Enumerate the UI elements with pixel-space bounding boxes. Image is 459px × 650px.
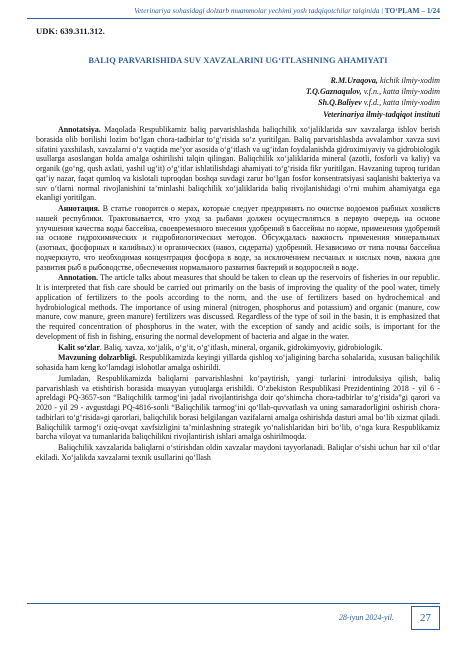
author-line (306, 97, 440, 108)
paragraph-text: Respublikamizda keyingi yillarda qishloq xo‘jaligining barcha sohalarida, xususan baliqchilik sohasida ham keng ko‘lamdagi islohotlar amalga oshirildi. (36, 353, 440, 372)
paragraph-lead: Аннотация. (58, 204, 100, 213)
author-line (306, 75, 440, 86)
article-body (36, 125, 440, 463)
author-role: v.f.d., katta ilmiy-xodim (361, 98, 440, 108)
abstract-uzbek (36, 125, 440, 203)
paragraph-lead: Kalit so‘zlar (58, 342, 100, 352)
paragraph-lead: Annotatsiya. (58, 125, 101, 134)
institute-name: Veterinariya ilmiy-tadqiqot instituti (323, 109, 440, 119)
paragraph-text: Maqolada Respublikamiz baliq parvarishlashda baliqchilik xo‘jaliklarida suv xavzalarga ishlov berish borasida olib borilishi lozim bo‘lgan chora-tadbirlar to‘g‘risida so‘z yuritilgan. Baliq parvarishlashda avvalambor xavza suvi sifatini yaxshilash, xavzalarni o‘z vaqtida me’yor asosida o‘g‘itlash va ug‘itdan foydalanishda gidroximiyaviy va gidrobiologik usullarga asoslangan holda amalga oshirilishi talqin qilingan. Baliqchilik xo‘jaliklarida mineral (azotli, fosforli va kaliy) va organik (go‘ng, qush axlati, yashil ug‘it) o‘g‘itlar ishlatilishdagi ahamiyati to‘g‘risida fikr yuritilgan. Havzaning tuproq turidan qat’iy nazar, faqat qumloq va kislotali tuproqdan boshqa suvdagi zarur bo‘lgan fosfor konsentratsiyasi saqlanishi bakteriya va suv o‘tlarni normal rivojlanishini ta’minlashi baliqchilik xo‘jaliklarida baliq rivojlanishidagi o‘rni muhim ahamiyatga ega ekanligi yoritilgan. (36, 125, 440, 203)
keywords (36, 343, 440, 353)
abstract-english (36, 273, 440, 341)
paragraph-lead: Mavzuning dolzarbligi. (58, 353, 137, 363)
author-name: Sh.Q.Baliyev (318, 98, 362, 108)
page-footer (27, 603, 440, 630)
author-role: v.f.n., katta ilmiy-xodim (361, 87, 440, 97)
body-paragraph (36, 443, 440, 463)
author-name: T.Q.Gaznaqulov, (305, 87, 362, 97)
author-block (306, 75, 440, 120)
publication-date: 28-iyun 2024-yil. (338, 613, 394, 622)
paragraph-text: Baliqchilik xavzalarida baliqlarni o‘stirishdan oldin xavzalar maydoni tayyorlanadi. Baliqlar o‘sishi uchun har xil o‘tlar ekiladi. Xo‘jalikda xavzalarni texnik usullarini qo‘llash (36, 443, 440, 462)
abstract-russian (36, 204, 440, 272)
author-role: kichik ilmiy-xodim (377, 76, 440, 85)
header-separator: | (381, 6, 383, 15)
paragraph-text: Jumladan, Respublikamizda baliqlarni parvarishlashni ko‘paytirish, yangi turlarini introduksiya qilish, baliq parvarishlash va etishtirish borasida muayyan yutuqlarga erishildi. O‘zbekiston Respublikasi Prezidentining 2018 - yil 6 - apreldagi PQ-3657-son “Baliqchilik tarmog‘ini jadal rivojlantirishga doir qo‘shimcha chora-tadbirlar to‘g‘risida”gi qarori va 2020 - yil 29 - avgustdagi PQ-4816-sonli “Baliqchilik tarmog‘ini qo‘llab-quvvatlash va uning samaradorligini oshirish chora-tadbirlari to‘g‘risida»gi qarorlari, baliqchilik borasi belgilangan vazifalarni amalga oshirishda dasturi amal bo‘lib xizmat qiladi. Baliqchilik tarmog‘i oziq-ovqat xavfsizligini ta’minlashning strategik yo‘nalishlaridan biri bo‘lib, o‘nga kura Respublikamiz barcha viloyat va tumanlarida baliqchilikni rivojlantirish ishlari amalga oshirilmoqda. (36, 373, 440, 442)
paragraph-text: В статье говорится о мерах, которые следует предпринять по очистке водоемов рыбных хозяйств нашей республики. Трактовывается, что уход за рыбами должен осуществляться в первую очередь на основе улучшения качества воды бассейна, своевременного внесения удобрений в бассейны по норме, применения удобрений на основе гидрохимических и гидробиологических методов. Обсуждалась важность применения минеральных (азотных, фосфорных и калийных) и органических (навоз, сидераты) удобрений. Независимо от типа почвы бассейна подчеркнуто, что необходимая концентрация фосфора в воде, за исключением песчаных и кислых почв, важна для развития рыб в рыбоводстве, обеспечения нормального развития бактерий и водорослей в воде. (36, 204, 440, 272)
author-line (306, 86, 440, 97)
paragraph-lead: Annotation. (58, 273, 99, 283)
article-title: BALIQ PARVARISHIDA SUV XAVZALARINI UG‘ITLASHNING AHAMIYATI (88, 56, 388, 65)
running-header (27, 6, 440, 15)
journal-name: TO‘PLAM – 1/24 (384, 6, 440, 15)
page-number: 27 (411, 606, 440, 630)
paragraph-text: The article talks about measures that should be taken to clean up the reservoirs of fisheries in our republic. It is interpreted that fish care should be carried out primarily on the basis of improving the quality of the pool water, timely application of fertilizers to the pools according to the norm, and the use of fertilizers based on hydrochemical and hydrobiological methods. The importance of using mineral (nitrogen, phosphorus and potassium) and organic (manure, cow manure, cow manure, green manure) fertilizers was discussed. Regardless of the type of soil in the basin, it is emphasized that the required concentration of phosphorus in the water, with the exception of sandy and acidic soils, is important for the development of fish in fishing, ensuring the normal development of bacteria and algae in the water. (36, 273, 440, 341)
udk-code: UDK: 639.311.312. (36, 26, 105, 36)
paragraph-text: . Baliq, xavza, xo‘jalik, o‘g‘it, o‘g‘itlash, mineral, organik, gidrokimyoviy, gidrobiologik. (99, 342, 383, 352)
header-rule (27, 18, 440, 19)
author-name: R.M.Uraqova, (330, 76, 378, 85)
relevance-paragraph (36, 353, 440, 373)
body-paragraph (36, 374, 440, 442)
running-title: Veterinariya sohasidagi dolzarb muammolar yechimi yosh tadqiqotchilar talqinida (134, 6, 380, 15)
